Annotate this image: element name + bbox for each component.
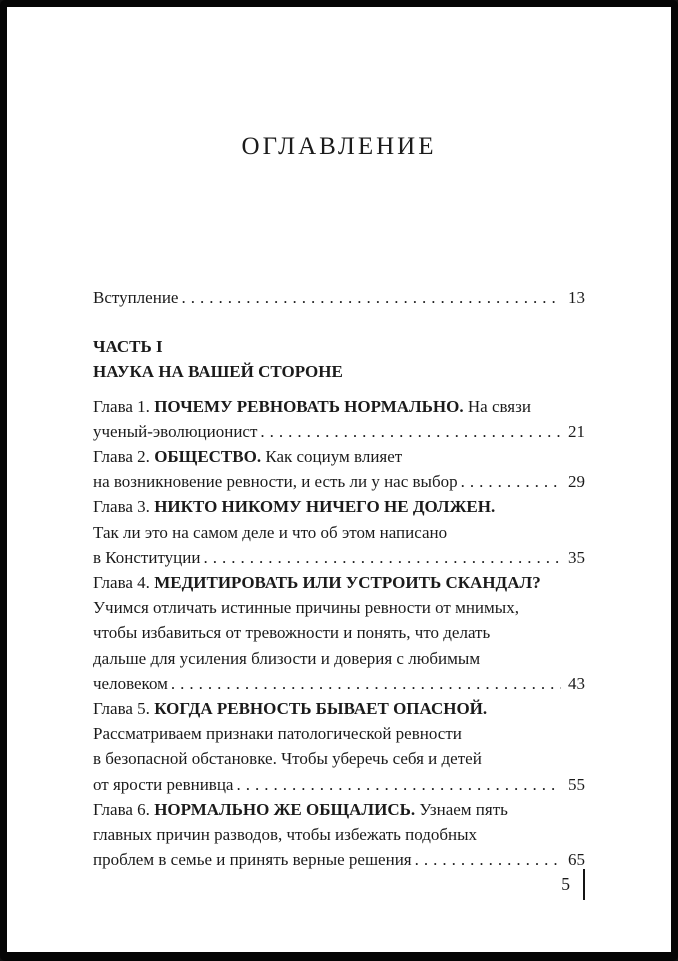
toc-text-run: На связи <box>463 396 531 416</box>
toc-chapter-title: ЧАСТЬ I <box>93 337 163 357</box>
toc-line-text <box>93 847 412 872</box>
dot-leader <box>181 285 561 310</box>
toc-line-text <box>93 334 163 359</box>
toc-line-text <box>93 570 541 595</box>
toc-line-text <box>93 419 257 444</box>
toc-entry-ch4 <box>93 646 585 671</box>
toc-line-text <box>93 520 447 545</box>
toc-entry-ch1 <box>93 394 585 419</box>
toc-text-run: ученый-эволюционист <box>93 421 258 441</box>
toc-line-text <box>93 469 458 494</box>
toc-chapter-title: НИКТО НИКОМУ НИЧЕГО НЕ ДОЛЖЕН. <box>154 497 496 517</box>
toc-chapter-title: ПОЧЕМУ РЕВНОВАТЬ НОРМАЛЬНО. <box>154 396 464 416</box>
page-title: ОГЛАВЛЕНИЕ <box>241 133 437 160</box>
toc-page-number: 65 <box>568 850 585 870</box>
toc-line-text <box>93 772 233 797</box>
toc-entry-ch4 <box>93 595 585 620</box>
toc <box>93 285 585 872</box>
toc-line-text <box>93 394 531 419</box>
dot-leader <box>415 847 561 872</box>
toc-page-number: 29 <box>568 472 585 492</box>
toc-line-text <box>93 696 487 721</box>
toc-entry-ch5 <box>93 772 585 797</box>
toc-line-text <box>93 822 477 847</box>
dot-leader <box>461 469 561 494</box>
part-heading <box>93 334 585 359</box>
toc-line-text <box>93 646 480 671</box>
toc-text-run: Рассматриваем признаки патологической ревности <box>93 724 462 744</box>
dot-leader <box>236 772 561 797</box>
dot-leader <box>260 419 561 444</box>
toc-line-text <box>93 494 495 519</box>
toc-text-run: дальше для усиления близости и доверия с любимым <box>93 648 481 668</box>
toc-chapter-title: НОРМАЛЬНО ЖЕ ОБЩАЛИСЬ. <box>154 799 416 819</box>
toc-line-text <box>93 721 462 746</box>
toc-entry-ch4 <box>93 620 585 645</box>
toc-entry-ch6 <box>93 822 585 847</box>
toc-line-text <box>93 359 343 384</box>
part-heading <box>93 359 585 384</box>
toc-entry-ch3 <box>93 494 585 519</box>
footer-divider-bar <box>583 869 585 900</box>
toc-text-run: на возникновение ревности, и есть ли у нас выбор <box>93 472 458 492</box>
toc-entry-ch6 <box>93 847 585 872</box>
toc-line-text <box>93 620 490 645</box>
toc-text-run: в Конституции <box>93 547 201 567</box>
toc-text-run: Как социум влияет <box>261 447 403 467</box>
toc-text-run: Глава 1. <box>93 396 155 416</box>
toc-entry-ch2 <box>93 444 585 469</box>
toc-page-number: 55 <box>568 774 585 794</box>
toc-entry-ch5 <box>93 746 585 771</box>
toc-text-run: чтобы избавиться от тревожности и понять, что делать <box>93 623 491 643</box>
toc-page-number: 21 <box>568 421 585 441</box>
toc-text-run: проблем в семье и принять верные решения <box>93 850 412 870</box>
toc-page-number: 13 <box>568 288 585 307</box>
toc-text-run: Глава 6. <box>93 799 155 819</box>
toc-chapter-title: КОГДА РЕВНОСТЬ БЫВАЕТ ОПАСНОЙ. <box>154 699 488 719</box>
toc-line-text <box>93 671 168 696</box>
dot-leader <box>203 545 561 570</box>
toc-text-run: Вступление <box>93 288 179 307</box>
toc-entry-intro <box>93 285 585 310</box>
footer-page-number: 5 <box>561 874 570 894</box>
toc-entry-ch3 <box>93 545 585 570</box>
toc-entry-ch4 <box>93 570 585 595</box>
toc-line-text <box>93 595 519 620</box>
toc-text-run: Глава 2. <box>93 447 155 467</box>
page-footer <box>561 869 585 900</box>
toc-line-text <box>93 444 402 469</box>
toc-text-run: Так ли это на самом деле и что об этом написано <box>93 522 448 542</box>
toc-entry-ch2 <box>93 469 585 494</box>
toc-text-run: от ярости ревнивца <box>93 774 234 794</box>
book-page <box>7 7 671 952</box>
toc-chapter-title: ОБЩЕСТВО. <box>154 447 262 467</box>
toc-entry-ch6 <box>93 797 585 822</box>
toc-entry-ch5 <box>93 696 585 721</box>
toc-line-text <box>93 545 200 570</box>
toc-page-number: 43 <box>568 673 585 693</box>
toc-entry-ch4 <box>93 671 585 696</box>
toc-entry-ch3 <box>93 520 585 545</box>
toc-entry-ch5 <box>93 721 585 746</box>
dot-leader <box>171 671 561 696</box>
toc-line-text <box>93 285 178 310</box>
toc-text-run: Глава 4. <box>93 573 155 593</box>
toc-line-text <box>93 746 482 771</box>
toc-text-run: человеком <box>93 673 168 693</box>
toc-text-run: Глава 3. <box>93 497 155 517</box>
toc-chapter-title: МЕДИТИРОВАТЬ ИЛИ УСТРОИТЬ СКАНДАЛ? <box>154 573 541 593</box>
toc-line-text <box>93 797 508 822</box>
toc-chapter-title: НАУКА НА ВАШЕЙ СТОРОНЕ <box>93 362 343 382</box>
toc-page-number: 35 <box>568 547 585 567</box>
toc-text-run: в безопасной обстановке. Чтобы уберечь себя и детей <box>93 749 482 769</box>
toc-text-run: Глава 5. <box>93 699 155 719</box>
toc-text-run: главных причин разводов, чтобы избежать подобных <box>93 825 478 845</box>
toc-text-run: Учимся отличать истинные причины ревности от мнимых, <box>93 598 519 618</box>
toc-text-run: Узнаем пять <box>415 799 508 819</box>
toc-entry-ch1 <box>93 419 585 444</box>
